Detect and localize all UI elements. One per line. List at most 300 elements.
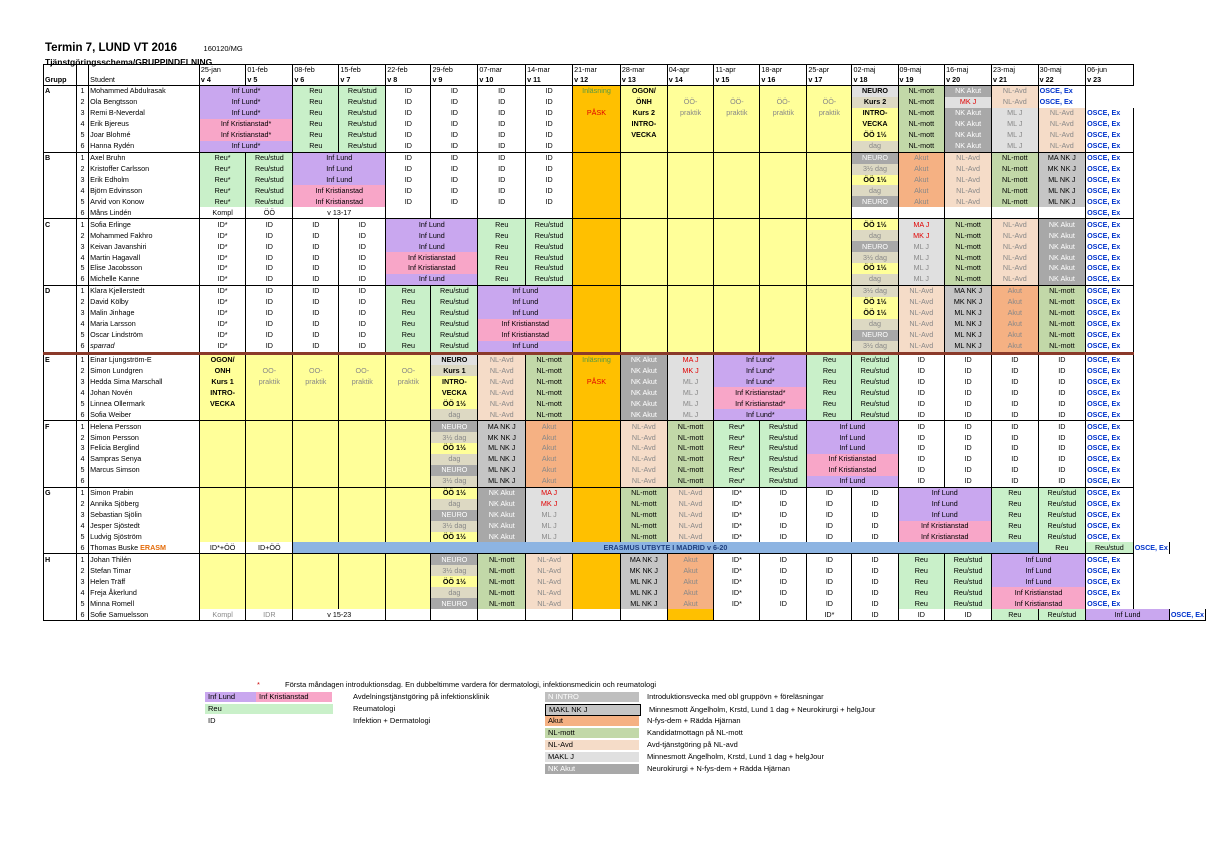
legend-code-swatch: NL-mott bbox=[545, 728, 639, 738]
schedule-cell: Reu/stud bbox=[431, 330, 478, 341]
schedule-cell: OSCE, Ex bbox=[1086, 141, 1134, 152]
student-name-text: Sofie Samuelsson bbox=[90, 609, 149, 619]
schedule-cell: ID bbox=[246, 274, 293, 285]
schedule-cell: ID bbox=[945, 476, 992, 487]
schedule-cell: ID bbox=[431, 141, 478, 152]
schedule-cell: INTRO- bbox=[199, 387, 246, 398]
schedule-cell: NL-mott bbox=[1038, 308, 1085, 319]
schedule-cell: Reu/stud bbox=[339, 141, 386, 152]
header-week: v 11 bbox=[526, 75, 573, 86]
schedule-cell: Reu bbox=[386, 319, 431, 330]
schedule-cell: NL-Avd bbox=[620, 465, 667, 476]
schedule-cell: ÖÖ bbox=[246, 207, 293, 218]
schedule-cell: NL-mott bbox=[667, 443, 714, 454]
schedule-cell bbox=[620, 152, 667, 163]
schedule-cell bbox=[386, 487, 431, 498]
schedule-cell: ID bbox=[386, 119, 431, 130]
schedule-cell bbox=[246, 454, 293, 465]
schedule-cell: NL-mott bbox=[667, 432, 714, 443]
schedule-cell bbox=[339, 398, 386, 409]
schedule-cell bbox=[807, 130, 852, 141]
schedule-cell: dag bbox=[431, 454, 478, 465]
schedule-cell: NL-Avd bbox=[478, 353, 526, 365]
schedule-cell bbox=[199, 521, 246, 532]
schedule-cell: ID bbox=[246, 319, 293, 330]
student-name bbox=[89, 521, 200, 532]
schedule-cell: Inf Lund* bbox=[714, 376, 807, 387]
schedule-cell: NL-Avd bbox=[526, 576, 573, 587]
schedule-cell bbox=[386, 521, 431, 532]
table-row bbox=[44, 598, 1206, 609]
schedule-cell: ÖÖ 1½ bbox=[431, 487, 478, 498]
schedule-cell: ID bbox=[760, 510, 807, 521]
schedule-cell bbox=[807, 119, 852, 130]
schedule-cell: NK Akut bbox=[478, 521, 526, 532]
schedule-cell: praktik bbox=[246, 376, 293, 387]
schedule-cell: ML NK J bbox=[478, 454, 526, 465]
schedule-cell: Reu bbox=[293, 141, 339, 152]
schedule-cell: Reu/stud bbox=[526, 241, 573, 252]
student-name-text: Minna Romell bbox=[90, 598, 135, 608]
schedule-cell: ID bbox=[1038, 398, 1085, 409]
student-number: 6 bbox=[76, 341, 88, 353]
student-name-text: Kristoffer Carlsson bbox=[90, 164, 150, 174]
group-label bbox=[44, 130, 77, 141]
student-name bbox=[89, 185, 200, 196]
schedule-cell bbox=[760, 86, 807, 97]
schedule-cell: Akut bbox=[992, 319, 1039, 330]
schedule-cell: Reu bbox=[807, 409, 852, 420]
schedule-cell: ÖÖ 1½ bbox=[852, 297, 898, 308]
schedule-cell: Inläsning bbox=[573, 86, 621, 97]
schedule-cell bbox=[760, 285, 807, 296]
schedule-cell: Inf Lund bbox=[1086, 609, 1170, 620]
schedule-cell: MK NK J bbox=[945, 297, 992, 308]
schedule-cell: NEURO bbox=[431, 598, 478, 609]
schedule-cell: ID bbox=[431, 185, 478, 196]
schedule-cell: NK Akut bbox=[620, 353, 667, 365]
schedule-cell: ID bbox=[1038, 353, 1085, 365]
schedule-cell: Inf Lund bbox=[807, 476, 898, 487]
schedule-cell: OSCE, Ex bbox=[1086, 365, 1134, 376]
schedule-cell bbox=[246, 565, 293, 576]
schedule-cell bbox=[667, 230, 714, 241]
schedule-cell: NL-mott bbox=[898, 130, 945, 141]
schedule-cell bbox=[293, 398, 339, 409]
student-name-text: Michelle Kanne bbox=[90, 274, 140, 284]
schedule-cell bbox=[246, 510, 293, 521]
schedule-cell: OSCE, Ex bbox=[1170, 609, 1204, 619]
schedule-cell: Reu bbox=[478, 230, 526, 241]
schedule-cell: Reu/stud bbox=[526, 230, 573, 241]
schedule-cell bbox=[714, 86, 760, 97]
schedule-cell: Reu/stud bbox=[431, 308, 478, 319]
schedule-cell bbox=[199, 465, 246, 476]
schedule-cell: ML NK J bbox=[1038, 196, 1085, 207]
schedule-cell bbox=[293, 521, 339, 532]
schedule-cell: ID bbox=[992, 353, 1039, 365]
schedule-cell bbox=[386, 465, 431, 476]
group-label bbox=[44, 587, 77, 598]
schedule-cell bbox=[573, 598, 621, 609]
schedule-cell: OSCE, Ex bbox=[1086, 285, 1134, 296]
schedule-cell: OO- bbox=[246, 365, 293, 376]
schedule-cell: praktik bbox=[667, 108, 714, 119]
schedule-cell: ID bbox=[760, 487, 807, 498]
schedule-cell bbox=[714, 241, 760, 252]
schedule-cell: ID bbox=[898, 421, 945, 432]
schedule-cell: NL-mott bbox=[620, 487, 667, 498]
group-label: A bbox=[44, 86, 77, 97]
student-name bbox=[89, 130, 200, 141]
schedule-cell bbox=[620, 141, 667, 152]
schedule-cell bbox=[339, 387, 386, 398]
table-row bbox=[44, 353, 1206, 365]
schedule-cell: ID bbox=[293, 241, 339, 252]
schedule-cell: NL-mott bbox=[992, 164, 1039, 175]
schedule-cell bbox=[573, 565, 621, 576]
schedule-cell: Akut bbox=[898, 152, 945, 163]
schedule-cell: Inf Lund bbox=[807, 432, 898, 443]
schedule-cell: ML NK J bbox=[620, 587, 667, 598]
schedule-cell: Akut bbox=[898, 196, 945, 207]
schedule-cell: Akut bbox=[667, 587, 714, 598]
student-number: 3 bbox=[76, 510, 88, 521]
student-name-text: Helen Träff bbox=[90, 576, 126, 586]
group-label bbox=[44, 319, 77, 330]
student-name-text: Malin Jinhage bbox=[90, 308, 135, 318]
schedule-cell: ID bbox=[526, 185, 573, 196]
group-label bbox=[44, 108, 77, 119]
schedule-cell: Inf Lund bbox=[807, 421, 898, 432]
schedule-cell: Akut bbox=[667, 554, 714, 565]
schedule-cell: NL-Avd bbox=[478, 387, 526, 398]
schedule-cell: ID bbox=[246, 341, 293, 353]
schedule-cell bbox=[573, 499, 621, 510]
schedule-cell bbox=[667, 141, 714, 152]
header-date: 07-mar bbox=[478, 65, 526, 76]
schedule-cell bbox=[573, 308, 621, 319]
student-number: 2 bbox=[76, 230, 88, 241]
schedule-cell: ID*+ÖÖ bbox=[199, 542, 246, 553]
group-label bbox=[44, 97, 77, 108]
schedule-cell bbox=[246, 432, 293, 443]
schedule-cell: OSCE, Ex bbox=[1086, 476, 1134, 487]
schedule-cell: NL-Avd bbox=[898, 341, 945, 353]
schedule-cell: Reu* bbox=[714, 476, 760, 487]
schedule-cell: ID bbox=[807, 510, 852, 521]
schedule-cell bbox=[386, 532, 431, 543]
student-number: 5 bbox=[76, 398, 88, 409]
student-name-text: Björn Edvinsson bbox=[90, 185, 143, 195]
schedule-cell: Reu bbox=[807, 353, 852, 365]
schedule-cell bbox=[386, 576, 431, 587]
schedule-cell bbox=[293, 432, 339, 443]
schedule-cell: ID* bbox=[199, 274, 246, 285]
group-label: E bbox=[44, 353, 77, 365]
student-name-text: Klara Kjellerstedt bbox=[90, 286, 145, 296]
schedule-cell bbox=[714, 609, 760, 620]
schedule-cell bbox=[246, 487, 293, 498]
student-name bbox=[89, 297, 200, 308]
schedule-cell: ID bbox=[246, 252, 293, 263]
schedule-cell bbox=[293, 532, 339, 543]
schedule-cell: ID bbox=[1038, 476, 1085, 487]
schedule-cell: ID* bbox=[807, 609, 852, 620]
table-row bbox=[44, 230, 1206, 241]
schedule-cell: OSCE, Ex bbox=[1086, 409, 1134, 420]
schedule-cell bbox=[573, 252, 621, 263]
schedule-cell: ID bbox=[945, 421, 992, 432]
schedule-cell bbox=[293, 387, 339, 398]
header-date: 30-maj bbox=[1038, 65, 1085, 76]
schedule-cell: ID bbox=[431, 164, 478, 175]
schedule-cell bbox=[573, 341, 621, 353]
schedule-cell bbox=[620, 297, 667, 308]
schedule-cell: NL-mott bbox=[526, 353, 573, 365]
header-date: 04-apr bbox=[667, 65, 714, 76]
schedule-cell: Reu/stud bbox=[526, 263, 573, 274]
schedule-cell: ÖÖ 1½ bbox=[431, 532, 478, 543]
student-number: 5 bbox=[76, 598, 88, 609]
student-number: 4 bbox=[76, 521, 88, 532]
schedule-cell: 3½ dag bbox=[431, 565, 478, 576]
schedule-cell: OSCE, Ex bbox=[1086, 341, 1134, 353]
student-name bbox=[89, 565, 200, 576]
header-week: v 18 bbox=[852, 75, 898, 86]
schedule-cell: Inf Lund* bbox=[199, 97, 292, 108]
schedule-cell: ID bbox=[339, 297, 386, 308]
table-row bbox=[44, 196, 1206, 207]
table-row bbox=[44, 387, 1206, 398]
schedule-cell: OGON/ bbox=[199, 353, 246, 365]
schedule-cell: OSCE, Ex bbox=[1134, 543, 1168, 553]
schedule-cell: Reu bbox=[898, 576, 945, 587]
schedule-cell: ID bbox=[852, 598, 898, 609]
student-name-text: Ludvig Sjöström bbox=[90, 531, 142, 541]
schedule-cell bbox=[714, 175, 760, 186]
schedule-cell: Inf Lund bbox=[478, 341, 573, 353]
schedule-cell: NL-Avd bbox=[992, 86, 1039, 97]
schedule-cell bbox=[667, 319, 714, 330]
schedule-cell: NL-Avd bbox=[478, 398, 526, 409]
header-week: v 17 bbox=[807, 75, 852, 86]
schedule-cell: OO- bbox=[386, 365, 431, 376]
schedule-cell bbox=[573, 532, 621, 543]
schedule-cell bbox=[526, 609, 573, 620]
schedule-cell: ML J bbox=[992, 130, 1039, 141]
document-title: Termin 7, LUND VT 2016 bbox=[45, 42, 178, 54]
schedule-cell: NL-Avd bbox=[620, 476, 667, 487]
schedule-cell: NK Akut bbox=[945, 130, 992, 141]
schedule-cell: NL-Avd bbox=[992, 263, 1039, 274]
schedule-cell bbox=[293, 454, 339, 465]
schedule-cell: dag bbox=[431, 409, 478, 420]
group-label bbox=[44, 432, 77, 443]
schedule-cell bbox=[620, 330, 667, 341]
schedule-cell: ID bbox=[1038, 365, 1085, 376]
schedule-cell: Reu bbox=[807, 376, 852, 387]
schedule-cell bbox=[386, 454, 431, 465]
document-code: 160120/MG bbox=[203, 44, 243, 53]
schedule-cell: ÖÖ 1½ bbox=[852, 130, 898, 141]
schedule-cell: ID bbox=[478, 130, 526, 141]
schedule-cell bbox=[573, 454, 621, 465]
schedule-cell: ML NK J bbox=[945, 330, 992, 341]
student-name bbox=[89, 587, 200, 598]
schedule-cell: OSCE, Ex bbox=[1038, 97, 1085, 108]
schedule-cell: ID bbox=[431, 86, 478, 97]
schedule-cell bbox=[246, 443, 293, 454]
schedule-cell: ÖÖ- bbox=[807, 97, 852, 108]
schedule-cell: ML NK J bbox=[478, 476, 526, 487]
schedule-cell: ML J bbox=[667, 387, 714, 398]
schedule-cell bbox=[898, 207, 945, 218]
schedule-cell: Reu/stud bbox=[1038, 510, 1085, 521]
schedule-cell bbox=[620, 185, 667, 196]
table-row bbox=[44, 365, 1206, 376]
schedule-cell: Akut bbox=[992, 297, 1039, 308]
schedule-cell: Reu bbox=[807, 365, 852, 376]
schedule-cell: NL-Avd bbox=[898, 297, 945, 308]
table-row bbox=[44, 432, 1206, 443]
schedule-cell bbox=[760, 297, 807, 308]
group-label: G bbox=[44, 487, 77, 498]
schedule-cell: NL-mott bbox=[992, 185, 1039, 196]
schedule-cell bbox=[714, 252, 760, 263]
legend-reu-row bbox=[205, 704, 333, 714]
header-date: 16-maj bbox=[945, 65, 992, 76]
schedule-cell: Reu* bbox=[714, 465, 760, 476]
group-label bbox=[44, 341, 77, 353]
schedule-cell bbox=[339, 421, 386, 432]
header-week: v 16 bbox=[760, 75, 807, 86]
schedule-cell: ID bbox=[386, 108, 431, 119]
student-number: 4 bbox=[76, 185, 88, 196]
table-row bbox=[44, 554, 1206, 565]
schedule-cell: OO- bbox=[293, 365, 339, 376]
schedule-cell: NL-Avd bbox=[620, 432, 667, 443]
table-row bbox=[44, 499, 1206, 510]
schedule-cell: Reu bbox=[1038, 542, 1085, 553]
schedule-cell: ID bbox=[293, 252, 339, 263]
student-number: 1 bbox=[76, 353, 88, 365]
schedule-cell bbox=[293, 499, 339, 510]
student-name bbox=[89, 230, 200, 241]
schedule-cell: praktik bbox=[339, 376, 386, 387]
schedule-cell: ÖÖ- bbox=[760, 97, 807, 108]
schedule-cell: ML NK J bbox=[945, 319, 992, 330]
schedule-cell: ID bbox=[526, 175, 573, 186]
schedule-cell bbox=[293, 353, 339, 365]
schedule-cell bbox=[620, 609, 667, 620]
schedule-cell: ID bbox=[526, 108, 573, 119]
schedule-cell bbox=[293, 554, 339, 565]
schedule-cell: Reu bbox=[293, 108, 339, 119]
schedule-cell: ID bbox=[1038, 376, 1085, 387]
table-row bbox=[44, 152, 1206, 163]
schedule-cell: ML NK J bbox=[945, 308, 992, 319]
group-label bbox=[44, 164, 77, 175]
schedule-cell bbox=[807, 164, 852, 175]
schedule-cell: NK Akut bbox=[945, 86, 992, 97]
schedule-cell: ID bbox=[852, 565, 898, 576]
schedule-cell: ID bbox=[431, 108, 478, 119]
schedule-cell: ÖÖ 1½ bbox=[852, 219, 898, 230]
schedule-cell bbox=[386, 387, 431, 398]
student-name-text: Annika Sjöberg bbox=[90, 499, 139, 509]
schedule-cell: ID bbox=[478, 108, 526, 119]
legend-desc: Introduktionsvecka med obl gruppövn + föreläsningar bbox=[647, 692, 824, 701]
group-label bbox=[44, 542, 77, 553]
schedule-cell: ID bbox=[526, 97, 573, 108]
table-row bbox=[44, 207, 1206, 218]
table-row bbox=[44, 130, 1206, 141]
schedule-cell bbox=[667, 341, 714, 353]
group-label: C bbox=[44, 219, 77, 230]
schedule-cell: NL-Avd bbox=[945, 152, 992, 163]
schedule-cell bbox=[620, 263, 667, 274]
student-name-text: Maria Larsson bbox=[90, 319, 136, 329]
schedule-cell: NEURO bbox=[852, 330, 898, 341]
schedule-cell bbox=[760, 141, 807, 152]
header-date: 09-maj bbox=[898, 65, 945, 76]
schedule-cell: OSCE, Ex bbox=[1086, 185, 1134, 196]
table-row bbox=[44, 443, 1206, 454]
schedule-cell: NL-Avd bbox=[667, 487, 714, 498]
schedule-cell: ÖÖ 1½ bbox=[431, 398, 478, 409]
schedule-cell bbox=[246, 353, 293, 365]
header-week: v 21 bbox=[992, 75, 1039, 86]
schedule-cell bbox=[293, 576, 339, 587]
schedule-cell bbox=[573, 554, 621, 565]
schedule-cell: ID bbox=[1038, 409, 1085, 420]
header-num-blank bbox=[76, 75, 88, 86]
schedule-cell bbox=[807, 185, 852, 196]
schedule-cell: ID bbox=[293, 263, 339, 274]
schedule-cell: Inf Lund bbox=[992, 565, 1086, 576]
schedule-cell: ID bbox=[807, 598, 852, 609]
group-label bbox=[44, 609, 77, 620]
schedule-cell: NL-mott bbox=[945, 252, 992, 263]
schedule-cell: MA J bbox=[526, 487, 573, 498]
schedule-cell bbox=[199, 598, 246, 609]
header-blank-1 bbox=[44, 65, 77, 76]
schedule-cell bbox=[246, 499, 293, 510]
schedule-cell: NL-mott bbox=[526, 387, 573, 398]
legend-item bbox=[545, 764, 875, 776]
schedule-cell bbox=[714, 152, 760, 163]
schedule-cell: Reu* bbox=[714, 432, 760, 443]
schedule-cell: Reu bbox=[898, 565, 945, 576]
schedule-cell bbox=[573, 141, 621, 152]
schedule-cell: ID bbox=[945, 398, 992, 409]
schedule-cell: ID bbox=[339, 252, 386, 263]
student-number: 5 bbox=[76, 263, 88, 274]
schedule-cell: Reu/stud bbox=[760, 454, 807, 465]
schedule-cell: ID bbox=[526, 130, 573, 141]
schedule-cell bbox=[573, 398, 621, 409]
schedule-cell: ID bbox=[807, 521, 852, 532]
student-name-text: Hanna Rydén bbox=[90, 141, 135, 151]
schedule-cell bbox=[199, 432, 246, 443]
schedule-cell: Reu/stud bbox=[852, 409, 898, 420]
schedule-cell: NL-Avd bbox=[667, 510, 714, 521]
student-number: 6 bbox=[76, 609, 88, 620]
table-row bbox=[44, 219, 1206, 230]
schedule-cell bbox=[386, 398, 431, 409]
schedule-cell bbox=[807, 196, 852, 207]
